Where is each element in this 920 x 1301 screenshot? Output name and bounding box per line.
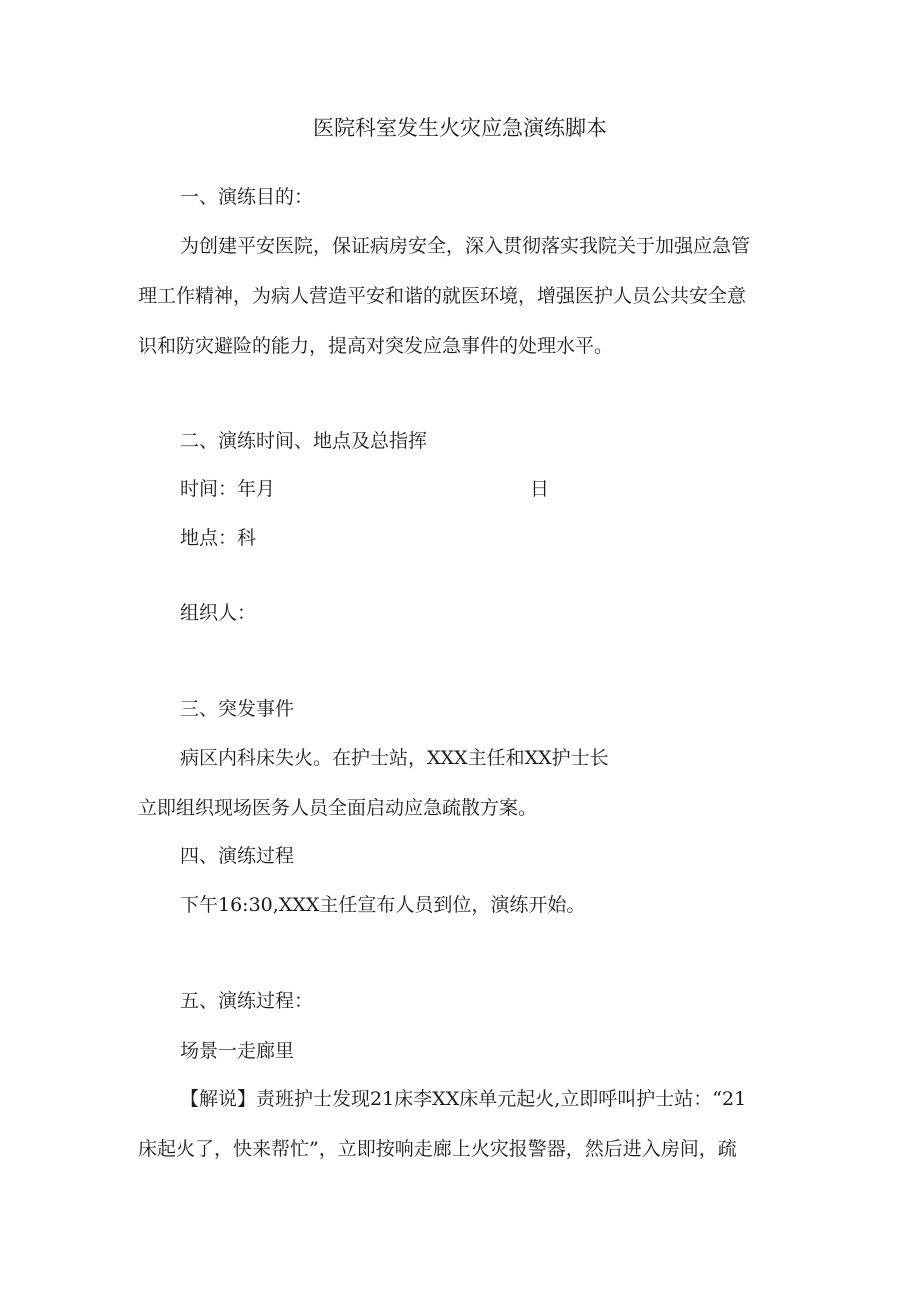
section-1-paragraph-line-2: 理工作精神，为病人营造平安和谐的就医环境，增强医护人员公共安全意 xyxy=(138,285,747,307)
time-label: 时间：年月 xyxy=(180,478,276,500)
scene-1-label: 场景一走廊里 xyxy=(180,1040,295,1062)
section-2-heading: 二、演练时间、地点及总指挥 xyxy=(180,430,428,452)
section-1-paragraph-line-3: 识和防灾避险的能力，提高对突发应急事件的处理水平。 xyxy=(138,335,614,357)
narration-line-1: 【解说】责班护士发现21床李XX床单元起火,立即呼叫护士站：“21 xyxy=(180,1088,747,1110)
section-4-paragraph: 下午16:30,XXX主任宣布人员到位，演练开始。 xyxy=(180,894,586,916)
section-1-heading: 一、演练目的： xyxy=(180,186,314,208)
paragraph-text: 为创建平安医院，保证病房安全，深入贯彻落实我院关于加强应急管 xyxy=(180,235,751,257)
section-4-heading: 四、演练过程 xyxy=(180,845,295,867)
section-3-paragraph-line-2: 立即组织现场医务人员全面启动应急疏散方案。 xyxy=(138,797,538,819)
document-title: 医院科室发生火灾应急演练脚本 xyxy=(313,116,607,140)
section-5-heading: 五、演练过程： xyxy=(180,990,314,1012)
time-day: 日 xyxy=(530,478,550,500)
narration-line-2: 床起火了，快来帮忙”，立即按响走廊上火灾报警器，然后进入房间，疏 xyxy=(138,1138,737,1160)
section-1-paragraph-line-1 xyxy=(180,233,782,259)
place-label: 地点：科 xyxy=(180,527,257,549)
section-3-paragraph-line-1: 病区内科床失火。在护士站，XXX主任和XX护士长 xyxy=(180,747,609,769)
organizer-label: 组织人： xyxy=(180,602,257,624)
section-3-heading: 三、突发事件 xyxy=(180,698,295,720)
